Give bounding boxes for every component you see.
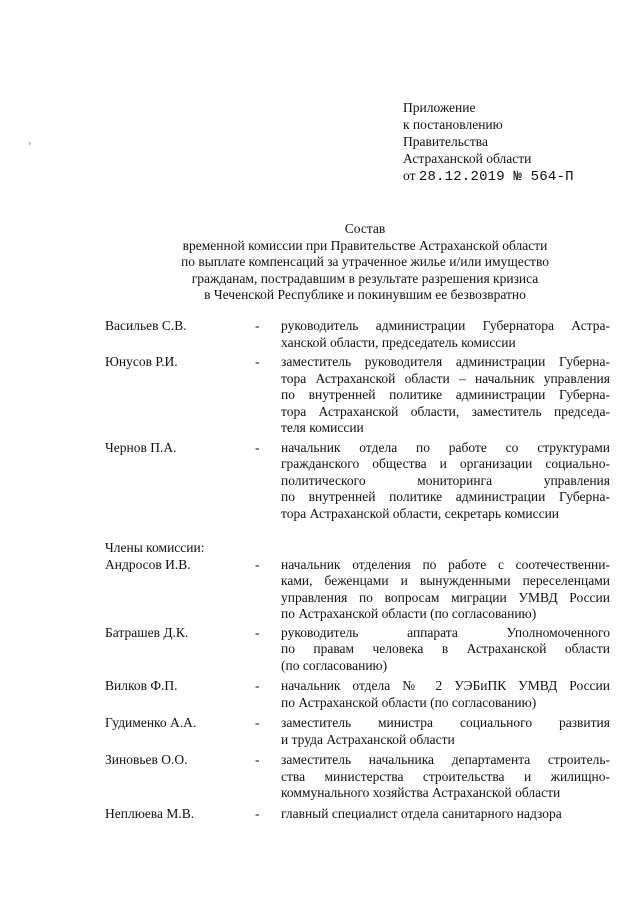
role-line: (по согласованию): [281, 657, 388, 673]
role-line: начальник отдела по работе со структурами: [281, 439, 610, 455]
title-line: временной комиссии при Правительстве Астраханской области: [182, 237, 548, 253]
role-line: управления по вопросам миграции УМВД России: [281, 589, 610, 605]
member-role: [281, 440, 610, 523]
role-line: гражданского общества и организации социально-: [281, 456, 610, 471]
role-line: главный специалист отдела санитарного надзора: [281, 805, 562, 821]
separator-dash: -: [255, 805, 260, 821]
role-line: коммунального хозяйства Астраханской области: [281, 785, 561, 800]
member-role: [281, 318, 610, 351]
role-line: теля комиссии: [281, 420, 364, 435]
role-line: политического мониторинга управления: [281, 472, 610, 488]
appendix-date-line: [403, 167, 574, 186]
member-row: [105, 678, 610, 711]
member-row: [105, 806, 610, 823]
separator-dash: -: [255, 678, 260, 693]
member-row: [105, 318, 610, 351]
member-row: [105, 557, 610, 623]
date-number: 28.12.2019 № 564-П: [418, 169, 574, 185]
role-line: по Астраханской области (по согласованию): [281, 606, 537, 621]
members-heading: Члены комиссии:: [105, 540, 205, 555]
appendix-line: Приложение: [403, 100, 476, 115]
member-row: [105, 625, 610, 675]
member-name: Чернов П.А.: [105, 439, 177, 455]
title-line: гражданам, пострадавшим в результате разрешения кризиса: [191, 270, 539, 286]
title-line: в Чеченской Республике и покинувшим ее безвозвратно: [204, 287, 526, 302]
separator-dash: -: [255, 752, 260, 767]
appendix-line: к постановлению: [403, 117, 503, 132]
member-role: [281, 625, 610, 675]
scan-margin-mark: ›: [28, 138, 32, 149]
member-name: Вилков Ф.П.: [105, 678, 178, 693]
member-row: [105, 715, 610, 748]
member-row: [105, 752, 610, 802]
member-name: Гудименко А.А.: [105, 715, 197, 730]
role-line: ства министерства строительства и жилищно-: [281, 768, 610, 784]
appendix-line: Астраханской области: [403, 151, 532, 166]
member-role: [281, 752, 610, 802]
date-prefix: от: [403, 168, 416, 183]
role-line: и труда Астраханской области: [281, 731, 455, 747]
role-line: заместитель начальника департамента строитель-: [281, 752, 610, 767]
member-name: Андросов И.В.: [105, 556, 191, 572]
member-role: [281, 715, 610, 748]
role-line: по внутренней политике администрации Губерна-: [281, 489, 610, 504]
member-name: Батрашев Д.К.: [105, 624, 189, 640]
role-line: по внутренней политике администрации Губерна-: [281, 387, 610, 402]
role-line: ками, беженцами и вынужденными переселенцами: [281, 573, 610, 588]
separator-dash: -: [255, 439, 260, 455]
separator-dash: -: [255, 624, 260, 640]
role-line: заместитель министра социального развития: [281, 715, 610, 730]
member-row: [105, 440, 610, 523]
role-line: руководитель администрации Губернатора Астра-: [281, 318, 610, 333]
appendix-line: Правительства: [403, 134, 488, 149]
role-line: тора Астраханской области, секретарь комиссии: [281, 505, 560, 521]
role-line: тора Астраханской области – начальник управления: [281, 370, 610, 386]
member-row: [105, 354, 610, 437]
role-line: тора Астраханской области, заместитель председа-: [281, 403, 610, 419]
role-line: ханской области, председатель комиссии: [281, 334, 516, 350]
commission-list: [105, 318, 610, 822]
member-role: [281, 806, 610, 823]
role-line: руководитель аппарата Уполномоченного: [281, 624, 610, 640]
member-name: Неплюева М.В.: [105, 805, 195, 821]
separator-dash: -: [255, 354, 260, 369]
role-line: по Астраханской области (по согласованию): [281, 694, 537, 710]
member-name: Васильев С.В.: [105, 318, 187, 333]
appendix-block: [403, 99, 574, 186]
members-list: [105, 557, 610, 823]
separator-dash: -: [255, 556, 260, 572]
member-name: Зиновьев О.О.: [105, 752, 188, 767]
title-line: по выплате компенсаций за утраченное жилье и/или имущество: [181, 254, 549, 269]
member-role: [281, 354, 610, 437]
role-line: по правам человека в Астраханской области: [281, 641, 610, 656]
role-line: начальник отдела № 2 УЭБиПК УМВД России: [281, 678, 610, 693]
leadership-list: [105, 318, 610, 522]
document-title: [120, 221, 610, 304]
member-role: [281, 557, 610, 623]
separator-dash: -: [255, 318, 260, 333]
member-role: [281, 678, 610, 711]
role-line: заместитель руководителя администрации Губерна-: [281, 354, 610, 369]
title-line: Состав: [344, 221, 386, 236]
role-line: начальник отделения по работе с соотечественни-: [281, 556, 610, 572]
separator-dash: -: [255, 715, 260, 730]
member-name: Юнусов Р.И.: [105, 354, 178, 369]
